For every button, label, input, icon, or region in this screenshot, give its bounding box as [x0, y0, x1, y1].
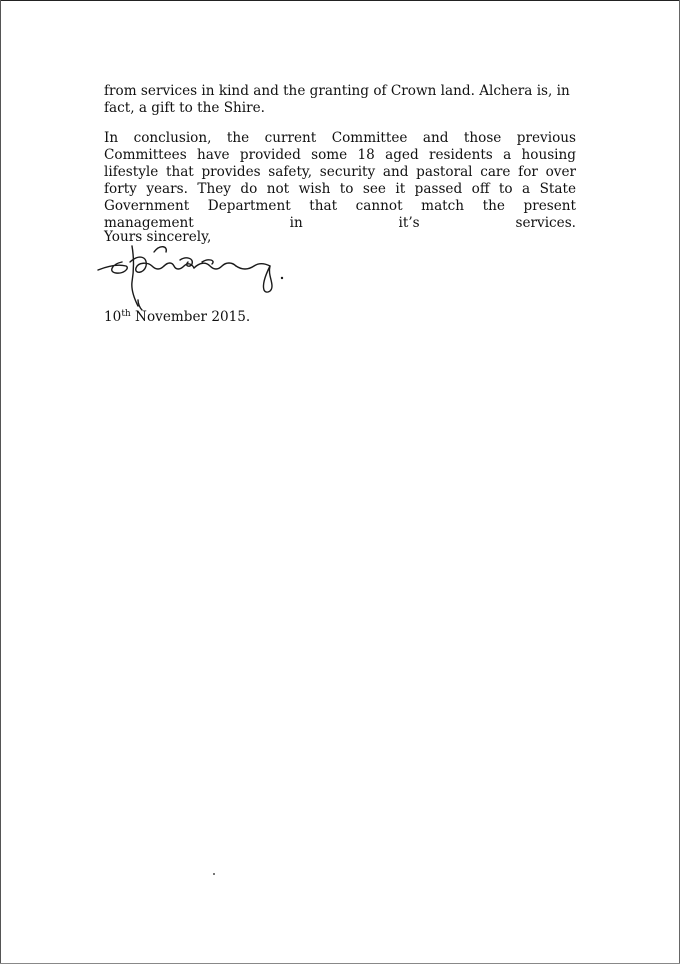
- handwritten-signature: [94, 240, 294, 312]
- letter-date: [104, 309, 576, 326]
- scan-edge-left: [0, 0, 1, 964]
- letter-paragraph-1: from services in kind and the granting of Crown land. Alchera is, in fact, a gift to the Shire.: [104, 83, 570, 116]
- date-day: 10: [104, 309, 122, 325]
- date-ordinal-suffix: th: [121, 309, 131, 319]
- scan-speck: [213, 873, 215, 875]
- letter-closing: Yours sincerely,: [104, 229, 212, 245]
- scan-edge-top: [0, 0, 680, 1]
- date-month-year: November 2015.: [130, 309, 251, 325]
- letter-paragraph-2: In conclusion, the current Committee and those previous Committees have provided some 18 aged residents a housing lifestyle that provides safety, security and pastoral care for over forty years. They do not wish to see it passed off to a State Government Department that cannot match the present management in it’s services.: [104, 130, 576, 231]
